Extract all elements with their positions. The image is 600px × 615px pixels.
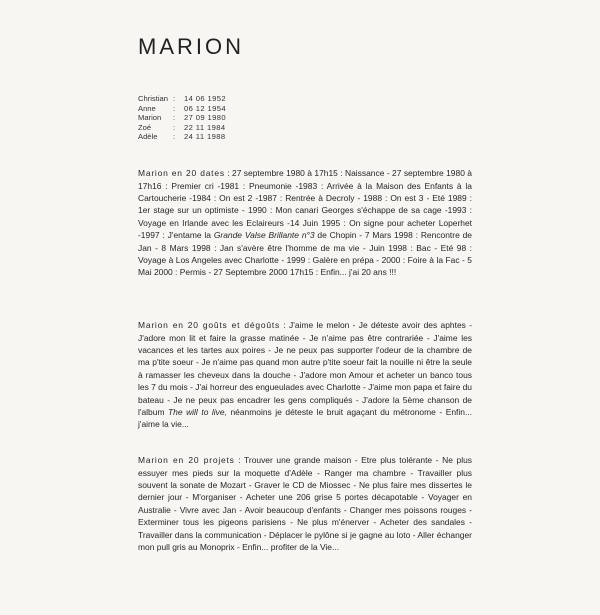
- date-separator: :: [173, 113, 176, 123]
- section-text: : Trouver une grande maison - Etre plus tolérante - Ne plus essuyer mes pieds sur la moquette d'Adèle - Ranger ma chambre - Travailler plus souvent la sonate de Mozart - Graver le CD de Miossec - Ne plus faire mes dissertes le dernier jour - M'organiser - Acheter une 206 grise 5 portes décapotable - Voyager en Australie - Vivre avec Jan - Avoir beaucoup d'enfants - Changer mes poissons rouges - Exterminer tous les pigeons parisiens - Ne plus m'énerver - Acheter des sandales - Travailler dans la communication - Déplacer le pylône si je gagne au loto - Aller échanger mon pull gris au Monoprix - Enfin... profiter de la Vie...: [138, 455, 472, 552]
- date-name: Anne: [138, 103, 156, 113]
- date-name: Zoé: [138, 122, 152, 132]
- section-italic-text: The will to live,: [168, 406, 227, 417]
- date-name: Marion: [138, 113, 162, 123]
- section-20-likes-dislikes: [138, 319, 472, 430]
- date-value: 22 11 1984: [184, 122, 226, 132]
- section-text-continued: néanmoins je déteste le bruit agaçant du métronome - Enfin... j'aime la vie...: [138, 406, 472, 430]
- section-20-projects: [138, 454, 472, 553]
- date-value: 24 11 1988: [184, 132, 226, 142]
- date-separator: :: [173, 103, 176, 113]
- date-row: [138, 113, 226, 123]
- section-lead: Marion en 20 goûts et dégoûts: [138, 320, 281, 331]
- section-lead: Marion en 20 projets: [138, 455, 235, 466]
- date-value: 14 06 1952: [184, 94, 227, 103]
- date-row: [138, 132, 226, 142]
- date-separator: :: [173, 94, 176, 103]
- date-name: Christian: [138, 94, 168, 103]
- section-lead: Marion en 20 dates: [138, 168, 225, 179]
- date-row: [138, 104, 226, 114]
- date-row: [138, 94, 226, 104]
- date-row: [138, 123, 226, 133]
- section-text: : J'aime le melon - Je déteste avoir des aphtes - J'adore mon lit et faire la grasse matinée - Je n'aime pas être contrariée - J'aime les vacances et les tartes aux poires - Je ne peux pas supporter l'odeur de la chambre de ma p'tite soeur - Je n'aime pas quand mon autre p'tite soeur fait la nouille ni être la seule à ramasser les cheveux dans la douche - J'adore mon Amour et acheter un banco tous les 7 du mois - J'ai horreur des engueulades avec Charlotte - J'aime mon papa et faire du bateau - Je ne peux pas encadrer les gens compliqués - J'adore la 5ème chanson de l'album: [138, 320, 473, 417]
- section-text-continued: de Chopin - 7 Mars 1998 : Rencontre de Jan - 8 Mars 1998 : Jan s'avère être l'homme de ma vie - Juin 1998 : Bac - Eté 98 : Voyage à Los Angeles avec Charlotte - 1999 : Galère en prépa - 2000 : Foire à la Fac - 5 Mai 2000 : Permis - 27 Septembre 2000 17h15 : Enfin... j'ai 20 ans !!!: [138, 230, 472, 278]
- page-title: MARION: [138, 34, 244, 59]
- date-value: 06 12 1954: [184, 103, 227, 113]
- section-20-dates: [138, 167, 472, 278]
- date-name: Adèle: [138, 132, 158, 142]
- section-italic-text: Grande Valse Brillante n°3: [213, 230, 315, 241]
- date-value: 27 09 1980: [184, 113, 227, 123]
- date-separator: :: [173, 122, 176, 132]
- date-separator: :: [173, 132, 176, 142]
- section-text: : 27 septembre 1980 à 17h15 : Naissance - 27 septembre 1980 à 17h16 : Premier cri -1981 : Pneumonie -1983 : Arrivée à la Maison des Enfants à la Cartoucherie -1984 : On est 2 -1987 : Rentrée à Decroly - 1988 : On est 3 - Eté 1989 : 1er stage sur un optimiste - 1990 : Mon canari Georges s'échappe de sa cage -1993 : Voyage en Irlande avec les Eclaireurs -14 Juin 1995 : On signe pour acheter Loperhet -1997 : J'entame la: [138, 168, 472, 241]
- birth-dates-list: [138, 94, 226, 142]
